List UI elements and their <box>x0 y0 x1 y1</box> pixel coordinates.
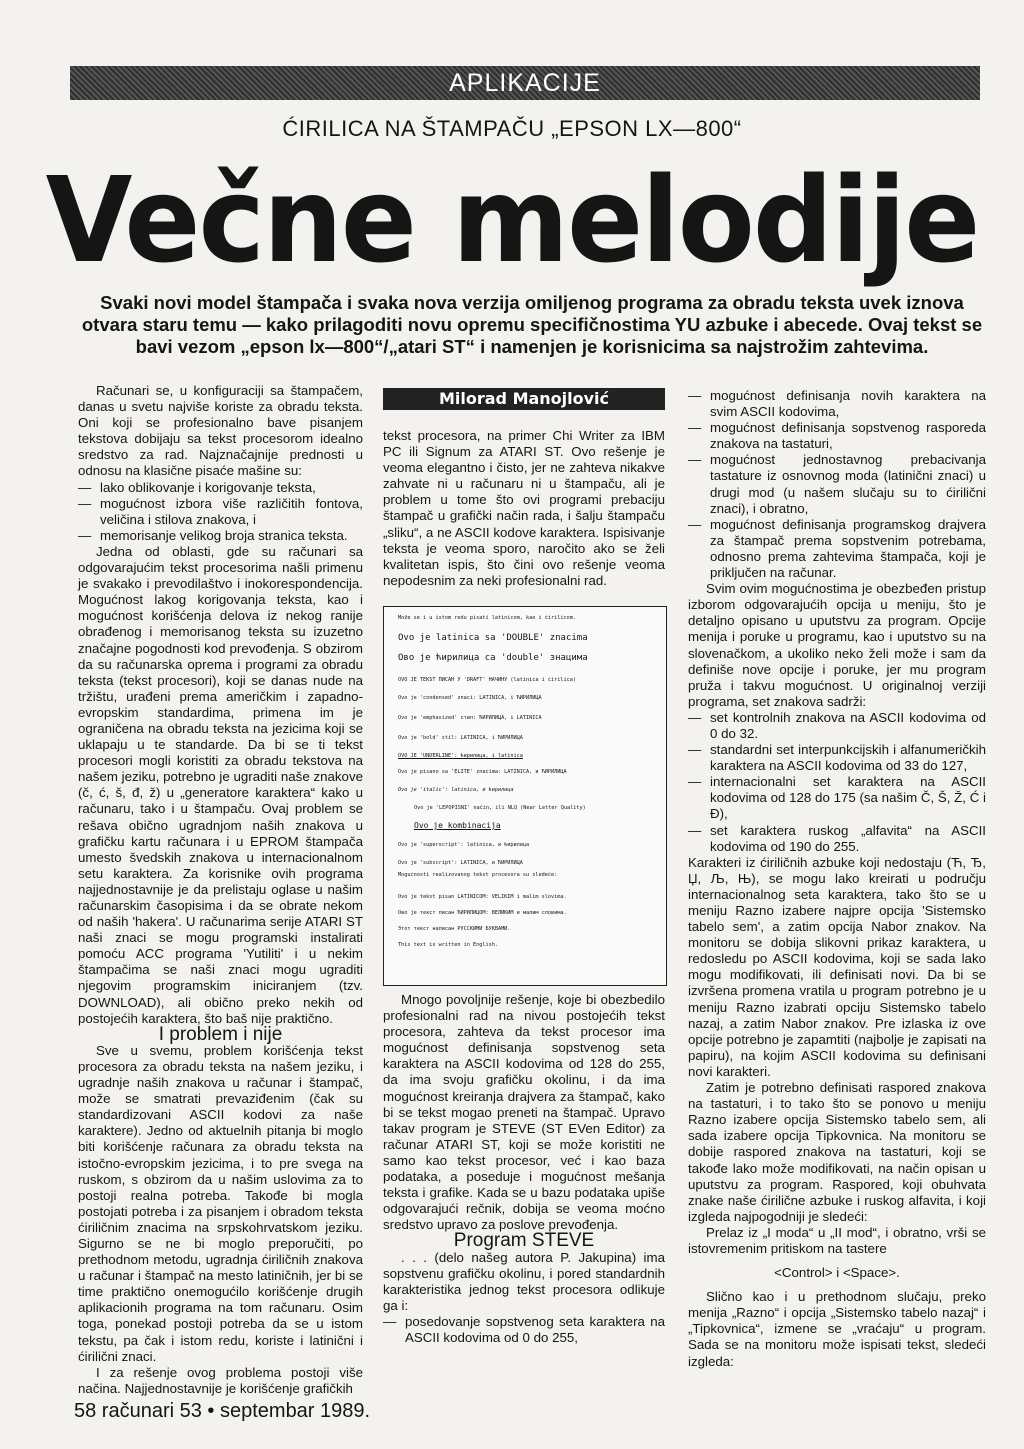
sample-line: Ovo je pisano sa 'ELITE' znacima: LATINICA, и ЋИРИЛИЦА <box>398 769 567 775</box>
paragraph: tekst procesora, na primer Chi Writer za IBM PC ili Signum za ATARI ST. Ovo rešenje je veoma elegantno i čisto, jer ne zahteva nikakve zahvate ni u računaru ni u štampaču, ali je problem u tome što ovi programi prebaciju štampač u grafički način rada, i šalju štampaču „sliku“, a ne ASCII kodove karaktera. Ispisivanje teksta je veoma sporo, naročito ako se želi kvalitetan ispis, što čini ovo rešenje veoma nepodesnim za neki profesionalni rad. <box>383 428 665 588</box>
section-label: APLIKACIJE <box>449 69 601 97</box>
paragraph: I za rešenje ovog problema postoji više načina. Najjednostavnije je korišćenje grafičkih <box>78 1364 363 1396</box>
paragraph: . . . (delo našeg autora P. Jakupina) ima sopstvenu grafičku okolinu, i pored standardnih karakteristika jednog tekst procesora odlikuje ga i: <box>383 1249 665 1313</box>
sample-line: Ovo je kombinacija <box>414 821 501 830</box>
paragraph: Svim ovim mogućnostima je obezbeđen pristup izborom odgovarajućih opcija u meniju, što je detaljno opisano u uputstvu za program. Opcije menija i poruke u programu, kao i uputstvo su na slovenačkom, a ukoliko neko želi može i sam da definiše nove opcije i poruke, jer mu program pruža i takvu mogućnost. U originalnoj verziji programa, set znakova sadrži: <box>688 581 986 709</box>
key-combination: <Control> i <Space>. <box>774 1265 900 1281</box>
list-item: — mogućnost definisanja programskog drajvera za štampač prema sopstvenim potrebama, odnosno prema zahtevima štampača, koji je priključen na računar. <box>688 517 986 581</box>
list-item: — set karaktera ruskog „alfavita“ na ASCII kodovima od 190 do 255. <box>688 823 986 855</box>
sample-line: OVO JE TEKST ПИСАН У 'DRAFT' НАЧИНУ (latinica i ćirilica) <box>398 677 577 683</box>
list-item: — set kontrolnih znakova na ASCII kodovima od 0 do 32. <box>688 710 986 742</box>
list-item: — mogućnost jednostavnog prebacivanja tastature iz osnovnog moda (latinični znaci) u drugi mod (u našem slučaju su to ćirilični znaci), i obratno, <box>688 452 986 516</box>
sample-line: Mogućnosti realizovanog tekst procesora su sledeće: <box>398 872 558 878</box>
list-item: — posedovanje sopstvenog seta karaktera na ASCII kodovima od 0 do 255, <box>383 1314 665 1346</box>
sample-line: This text is written in English. <box>398 942 498 948</box>
list-item: — memorisanje velikog broja stranica teksta. <box>78 528 363 544</box>
list-item: — mogućnost definisanja novih karaktera na svim ASCII kodovima, <box>688 388 986 420</box>
sample-line: Ово је текст писан ЋИРИЛИЦОМ: ВЕЛИКИМ и малим словима. <box>398 910 567 916</box>
section-heading: I problem i nije <box>158 1023 283 1045</box>
list-item: — lako oblikovanje i korigovanje teksta, <box>78 480 363 496</box>
sample-line: Ово је ћирилица са 'double' знацима <box>398 653 588 663</box>
sample-line: Ovo je 'subscript': LATINICA, и ЋИРИЛИЦА <box>398 860 523 866</box>
author-box: Milorad Manojlović <box>383 388 665 410</box>
sample-line: OVO JE 'UNDERLINE': ћирилица, i latinica <box>398 753 523 759</box>
feature-list <box>78 480 363 544</box>
paragraph: Zatim je potrebno definisati raspored znakova na tastaturi, i to tako što se ponovo u meniju Razno izabere opcija Sistemsko tabelo sem, ali sada izabere opcija Tipkovnica. Na monitoru se dobije raspored znakova na tastaturi, koji se takođe lako može modifikovati, na način opisan u uputstvu za program. Raspored, koji obuhvata znake naše ćiriličnе azbuke i ruskog alfavita, i koji izgleda najpogodniji je sledeći: <box>688 1080 986 1224</box>
paragraph: Slično kao i u prethodnom slučaju, preko menija „Razno“ i opcija „Sistemsko tabelo nazaj“ i „Tipkovnica“, izmene se „vraćaju“ u program. Sada se na monitoru može ispisati tekst, sledeći izgleda: <box>688 1289 986 1369</box>
column-1 <box>78 383 363 1397</box>
sample-line: Ovo je 'italic': latinica, и ћирилица <box>398 787 514 793</box>
sample-line: Ovo je 'bold' stil: LATINICA, i ЋИРИЛИЦА <box>398 735 523 741</box>
article-subtitle: ĆIRILICA NA ŠTAMPAČU „EPSON LX—800“ <box>282 116 742 141</box>
section-heading: Program STEVE <box>453 1230 595 1252</box>
paragraph: Karakteri iz ćiriličnih azbuke koji nedostaju (Ћ, Ђ, Џ, Љ, Њ), se mogu lako kreirati u području internacionalnog seta karaktera, tako što se u meniju Razno izabere najpre opcija 'Sistemsko tabelo sem', a zatim opcija Nabor znakov. Na monitoru se dobija slikovni prikaz karaktera, u redosledu po ASCII kodovima, koji se sada lako mogu modifikovati, ili definisati novi. Da bi se izvršena promena vratila u program potrebno je u meniju Razno izabrati opciju Sistemsko tabelo nazaj, a zatim Nabor znakov. Pre izlaska iz ove opcije potrebno je zapamtiti (najbolje je zapisati na papiru), na kojim ASCII kodovima su definisani novi karakteri. <box>688 854 986 1079</box>
list-item: — internacionalni set karaktera na ASCII kodovima od 128 do 175 (sa našim Č, Š, Ž, Ć i Đ), <box>688 774 986 822</box>
sample-line: Ovo je 'condensed' znaci: LATINICA, i ЋИРИЛИЦА <box>398 695 542 701</box>
article-lead: Svaki novi model štampača i svaka nova verzija omiljenog programa za obradu teksta uvek iznova otvara staru temu — kako prilagoditi novu opremu specifičnostima YU azbuke i abecede. Ovaj tekst se bavi vezom „epson lx—800“/„atari ST“ i namenjen je korisnicima sa najstrožim zahtevima. <box>81 292 983 357</box>
list-item: — mogućnost izbora više različitih fontova, veličina i stilova znakova, i <box>78 496 363 528</box>
charset-list <box>688 710 986 855</box>
page-footer: 58 računari 53 • septembar 1989. <box>74 1400 371 1422</box>
list-item: — mogućnost definisanja sopstvenog rasporeda znakova na tastaturi, <box>688 420 986 452</box>
sample-line: Ovo je 'superscript': latinica, и ћирилица <box>398 842 530 848</box>
section-banner <box>70 66 980 100</box>
paragraph: Sve u svemu, problem korišćenja tekst procesora za obradu teksta na našem jeziku, i ugradnje naših znakova u računar i štampač, može se smatrati prevaziđenim (čak su standardizovani ASCII kodovi za naše karaktere). Jedno od aktuelnih pitanja bi moglo biti korišćenje računara za obradu teksta na istočno-evropskim jezicima, i to pre svega na ruskom, s obzirom da u našim uslovima za to postoji realna potreba. Takođe bi mogla postojati potreba i za pisanjem i obradom teksta ćiriličnim znacima na srpskohrvatskom jeziku. Sigurno se ne bi moglo preporučiti, po prethodnom metodu, ugradnja ćiriličnih znakova u računar i štampač na mesto latiničnih, jer bi se time praktično onemogućilo korišćenje drugih aplikacionih programa na tom računaru. Osim toga, ponekad postoji potreba da se u istom tekstu, pa čak i istom redu, koriste i latinični i ćirilični znaci. <box>78 1042 363 1364</box>
paragraph: Računari se, u konfiguraciji sa štampačem, danas u svetu najviše koriste za obradu teksta. Oni koji se profesionalno bave pisanjem tekstova dobijaju sa tekst procesorom idealno sredstvo za rad. Najznačajnije prednosti u odnosu na klasične pisaće mašine su: <box>78 383 363 479</box>
column-3 <box>688 388 986 1370</box>
list-item: — standardni set interpunkcijskih i alfanumeričkih karaktera na ASCII kodovima od 33 do 127, <box>688 742 986 774</box>
paragraph: Jedna od oblasti, gde su računari sa odgovarajućim tekst procesorima našli primenu je svakako i prevodilaštvo i inokorespondencija. Mogućnost lakog korigovanja teksta, kao i mogućnost korišćenja delova iz nekog ranije obrađenog i memorisanog teksta su izuzetno značajne pogodnosti kod prevođenja. S obzirom da su računarska oprema i programi za obradu teksta (tekst procesori), koji se danas nude na tržištu, urađeni prema američkim i zapadno-evropskim standardima, primena im je ograničena na obradu teksta na jezicima koji se uklapaju u te standarde. Da bi se ti tekst procesori mogli koristiti za obradu tekstova na našem jeziku, potrebno je ugraditi naše znakove (č, ć, š, đ, ž) u „generatore karaktera“ kako u računaru, tako i u štampaču. Ovaj problem se rešava obično ugradnjom naših znakova u grafičku kartu računara i u EPROM štampača umesto švedskih znakova u internacionalnom setu karaktera. Za korisnike ovih programa najjednostavnije je da prelistaju oglase u našim računarskim časopisima i da se obrate nekom od naših 'hakera'. U računarima serije ATARI ST naši znaci se mogu programski instalirati pomoću ACC programa 'Yutiliti' i u nekim štampačima se naši znaci mogu ugraditi njegovim programskim iniciranjem (tzv. DOWNLOAD), ali obično preko nekih od postojećih karaktera, što baš nije praktično. <box>78 543 363 1026</box>
sample-line: Этот текст написан РУССКИМИ БУКВАМИ. <box>398 926 511 932</box>
article-title: Večne melodije <box>45 151 979 289</box>
paragraph: Prelaz iz „I moda“ u „II mod“, i obratno, vrši se istovremenim pritiskom na tastere <box>688 1224 986 1256</box>
column-2-continued <box>383 992 665 1346</box>
sample-line: Može se i u istom redu pisati latinicom, kao i ćirilicom. <box>398 615 577 621</box>
sample-line: Ovo je 'LEPOPISNI' način, ili NLQ (Near Letter Quality) <box>414 805 586 811</box>
sample-line: Ovo je tekst pisan LATINICOM: VELIKIM i malim slovima. <box>398 894 567 900</box>
printout-sample <box>383 606 667 986</box>
column-2 <box>383 428 665 589</box>
sample-line: Ovo je latinica sa 'DOUBLE' znacima <box>398 633 588 643</box>
feature-list <box>688 388 986 581</box>
paragraph: Mnogo povoljnije rešenje, koje bi obezbedilo profesionalni rad na nivou postojećih tekst procesora, zahteva da tekst procesor ima mogućnost definisanja sopstvenog seta karaktera na ASCII kodovima od 128 do 255, da ima svoju grafičku okolinu, i da ima mogućnost kreiranja drajvera za štampač, kako bi se tekst mogao preneti na štampač. Upravo takav program je STEVE (ST EVen Editor) za računar ATARI ST, koji se može koristiti ne samo kao tekst procesor, već i kao baza podataka, a poseduje i mogućnost mešanja teksta i grafike. Kada se u bazu podataka upiše odgovarajući rečnik, dobija se veoma moćno sredstvo upravo za poslove prevođenja. <box>383 992 665 1233</box>
sample-line: Ovo je 'emphasized' стил: ЋИРИЛИЦА, i LATINICA <box>398 715 542 721</box>
feature-list <box>383 1314 665 1346</box>
